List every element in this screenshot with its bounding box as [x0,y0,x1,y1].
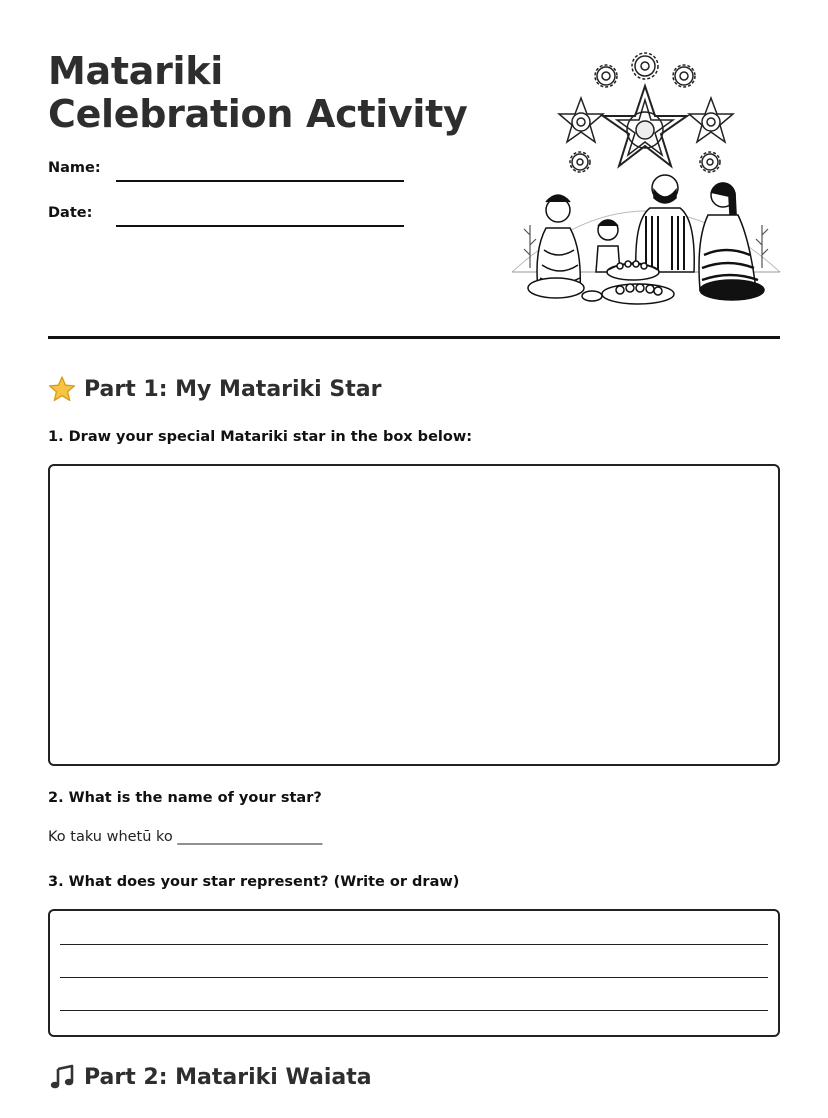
header-divider [48,336,780,339]
writing-line[interactable] [60,1010,768,1011]
part1-heading [48,374,381,404]
family-feast-illustration [508,50,784,312]
name-label: Name: [48,160,101,176]
music-note-icon [48,1063,76,1091]
writing-line[interactable] [60,977,768,978]
star-cluster-icon [559,53,733,172]
star-drawing-box[interactable] [48,464,780,766]
family-icon [528,175,764,300]
question-1: 1. Draw your special Matariki star in the box below: [48,429,473,445]
part1-heading-text: Part 1: My Matariki Star [84,376,382,402]
question-3: 3. What does your star represent? (Write or draw) [48,874,460,890]
part2-heading [48,1062,372,1092]
question-2: 2. What is the name of your star? [48,790,322,806]
part2-heading-text: Part 2: Matariki Waiata [84,1064,372,1090]
date-label: Date: [48,205,93,221]
name-field[interactable] [116,180,404,182]
star-name-sentence[interactable]: Ko taku whetū ko ____________________ [48,829,323,845]
star-icon [48,375,76,403]
star-meaning-box[interactable] [48,909,780,1037]
writing-line[interactable] [60,944,768,945]
date-field[interactable] [116,225,404,227]
page-title: Matariki Celebration Activity [48,49,468,136]
